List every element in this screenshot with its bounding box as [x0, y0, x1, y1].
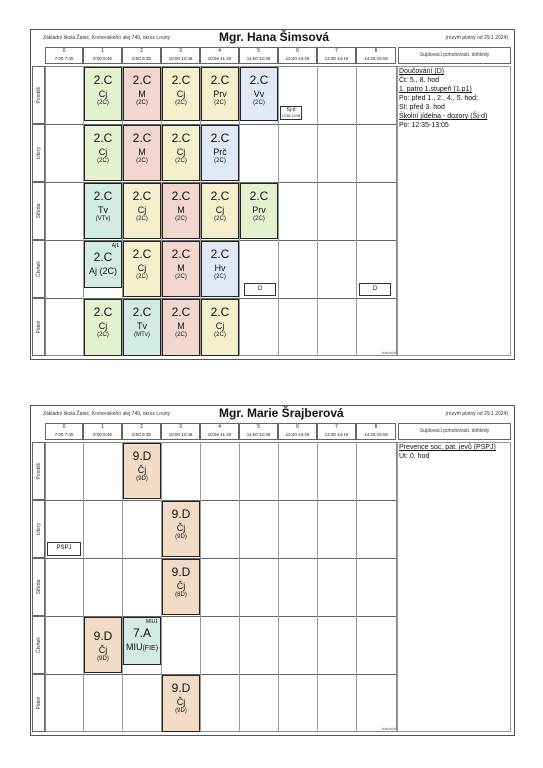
notes-panel — [397, 442, 511, 732]
timetable-sheet-simsova — [30, 29, 515, 360]
lesson-cell[interactable]: 9.D Čj (9D) — [123, 443, 161, 499]
prevention-tag[interactable]: PSPJ — [47, 542, 81, 556]
col-divider — [356, 442, 357, 732]
lesson-cell[interactable]: 2.C Cj (2C) — [84, 67, 122, 121]
lesson-cell[interactable]: 2.C Cj (2C) — [84, 125, 122, 181]
lesson-cell[interactable]: 9.D Čj (9D) — [162, 675, 200, 732]
lesson-cell[interactable]: 2.C Cj (2C) — [123, 241, 161, 297]
col-divider — [317, 66, 318, 356]
lesson-cell[interactable]: 2.C M (2C) — [162, 183, 200, 239]
col-divider — [278, 442, 279, 732]
col-divider — [200, 442, 201, 732]
duty-tag[interactable]: Šj-d 12:35-13:05 — [281, 107, 301, 118]
lesson-cell[interactable]: 9.D Čj (9D) — [84, 617, 122, 673]
period-header-4: 4 10:55 11:40 — [200, 423, 239, 440]
period-header-4: 4 10:55 11:40 — [200, 47, 239, 64]
lesson-cell[interactable]: 9.D Čj (8D) — [162, 559, 200, 615]
col-divider — [278, 66, 279, 356]
lesson-cell[interactable]: MIU1 7.A MIU(FIE) — [123, 617, 161, 665]
lesson-cell[interactable]: Aj1 2.C Aj (2C) — [84, 241, 122, 288]
lesson-cell[interactable]: 2.C Tv (MTv) — [123, 299, 161, 356]
period-header-0: 0 7:00 7:45 — [45, 423, 83, 440]
lesson-cell[interactable]: 2.C Hv (2C) — [201, 241, 239, 297]
lesson-cell[interactable]: 2.C Vv (2C) — [240, 67, 278, 121]
day-label-thursday: Čtvrtek — [32, 240, 45, 298]
period-header-5: 5 11:50 12:35 — [239, 47, 278, 64]
period-header-6: 6 12:40 13:25 — [278, 423, 317, 440]
bakalari-logo: bakaláři — [381, 726, 396, 731]
lesson-cell[interactable]: 2.C Prv (2C) — [201, 67, 239, 121]
tutoring-tag[interactable]: D — [244, 283, 276, 296]
period-header-1: 1 8:00 8:45 — [83, 423, 122, 440]
lesson-cell[interactable]: 2.C Cj (2C) — [162, 67, 200, 121]
teacher-name: Mgr. Marie Šrajberová — [219, 406, 344, 420]
col-divider — [83, 442, 84, 732]
lesson-cell[interactable]: 2.C Cj (2C) — [123, 183, 161, 239]
period-header-2: 2 8:50 9:35 — [122, 423, 161, 440]
lesson-cell[interactable]: 2.C Cj (2C) — [84, 299, 122, 356]
period-header-0: 0 7:00 7:45 — [45, 47, 83, 64]
school-name: Základní škola Žatec, Komenského alej 749, okres Louny — [43, 411, 171, 417]
period-header-2: 2 8:50 9:35 — [122, 47, 161, 64]
day-label-friday: Pátek — [32, 674, 45, 732]
day-label-wednesday: Středa — [32, 182, 45, 240]
timetable-sheet-srajberova — [30, 405, 515, 736]
lesson-cell[interactable]: 2.C M (2C) — [162, 299, 200, 356]
period-header-7: 7 13:30 14:15 — [317, 423, 356, 440]
lesson-cell[interactable]: 2.C Cj (2C) — [201, 183, 239, 239]
lesson-cell[interactable]: 2.C M (2C) — [162, 241, 200, 297]
lesson-cell[interactable]: 2.C Tv (VTv) — [84, 183, 122, 239]
lesson-cell[interactable]: 2.C Prv (2C) — [240, 183, 278, 239]
substitutions-header: Suplovací pohotovosti, dohledy — [398, 47, 511, 64]
sheet-header — [31, 406, 514, 422]
period-header-7: 7 13:30 14:15 — [317, 47, 356, 64]
validity-note: (rozvrh platný od 29.1.2024) — [445, 411, 508, 417]
lesson-cell[interactable]: 2.C Cj (2C) — [162, 125, 200, 181]
period-header-8: 8 14:20 15:05 — [356, 423, 396, 440]
substitutions-header: Suplovací pohotovosti, dohledy — [398, 423, 511, 440]
col-divider — [239, 442, 240, 732]
period-header-3: 3 10:00 10:45 — [161, 423, 200, 440]
day-label-tuesday: Úterý — [32, 500, 45, 558]
day-label-wednesday: Středa — [32, 558, 45, 616]
notes-text: Prevence soc. pat. jevů (PSPJ) Út: 0. hod — [399, 444, 496, 460]
day-label-friday: Pátek — [32, 298, 45, 356]
period-header-8: 8 14:20 15:05 — [356, 47, 396, 64]
lesson-cell[interactable]: 9.D Čj (9D) — [162, 501, 200, 557]
period-header-5: 5 11:50 12:35 — [239, 423, 278, 440]
day-label-tuesday: Úterý — [32, 124, 45, 182]
timetable-grid — [45, 442, 397, 732]
lesson-cell[interactable]: 2.C M (2C) — [123, 125, 161, 181]
lesson-cell[interactable]: 2.C Prč (2C) — [201, 125, 239, 181]
day-label-thursday: Čtvrtek — [32, 616, 45, 674]
validity-note: (rozvrh platný od 29.1.2024) — [445, 35, 508, 41]
day-label-monday: Pondělí — [32, 66, 45, 124]
period-header-6: 6 12:40 13:25 — [278, 47, 317, 64]
period-header-1: 1 8:00 8:45 — [83, 47, 122, 64]
bakalari-logo: bakaláři — [381, 350, 396, 355]
lesson-cell[interactable]: 2.C M (2C) — [123, 67, 161, 121]
tutoring-tag[interactable]: D — [359, 283, 391, 296]
period-header-3: 3 10:00 10:45 — [161, 47, 200, 64]
lesson-cell[interactable]: 2.C Cj (2C) — [201, 299, 239, 356]
sheet-header — [31, 30, 514, 46]
day-label-monday: Pondělí — [32, 442, 45, 500]
notes-text: Doučování (D) Čt: 5., 8. hod 1. patro 1.stupeň (1.p1) Po: před 1., 2., 4., 5. hod; St: před 3. hod Školní jídelna - dozory (Šj-d) Po: 12:35-13:05 — [399, 68, 488, 129]
col-divider — [317, 442, 318, 732]
teacher-name: Mgr. Hana Šimsová — [219, 30, 330, 44]
col-divider — [356, 66, 357, 356]
school-name: Základní škola Žatec, Komenského alej 749, okres Louny — [43, 35, 171, 41]
